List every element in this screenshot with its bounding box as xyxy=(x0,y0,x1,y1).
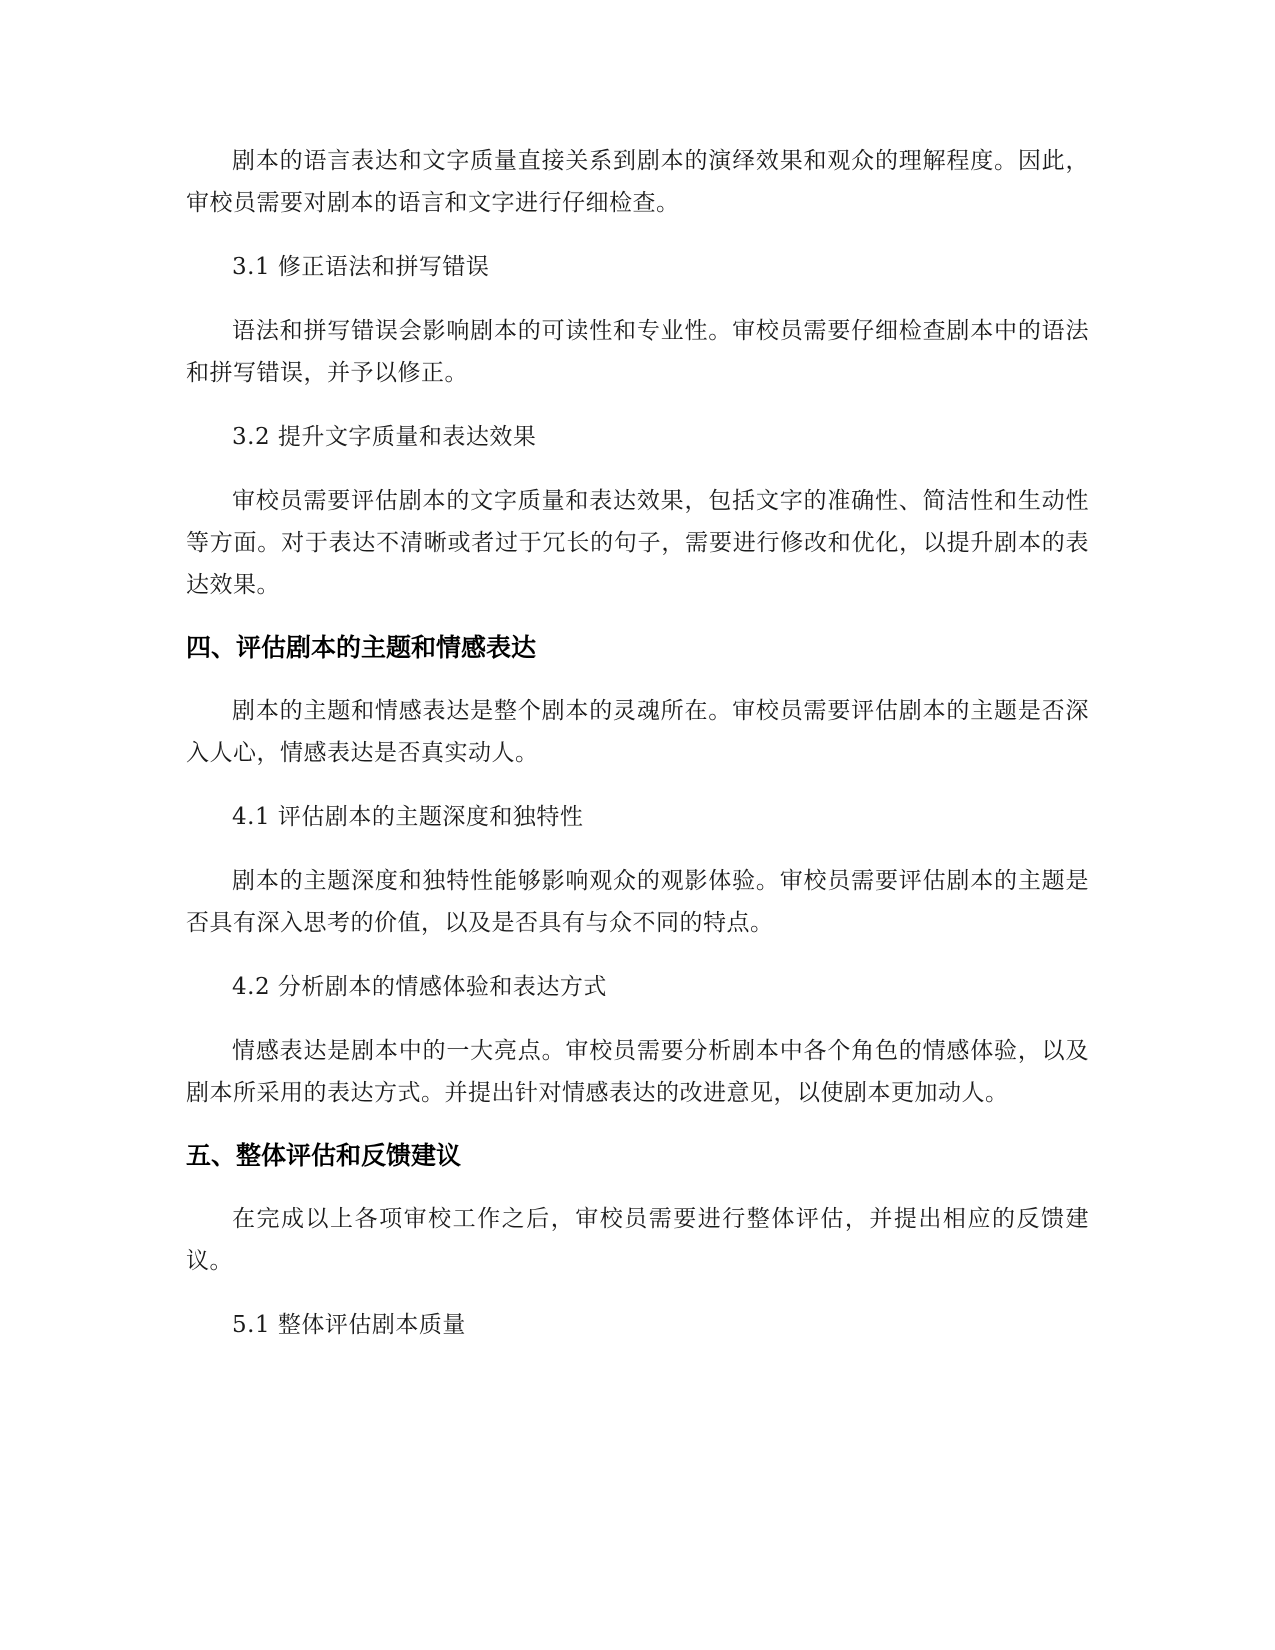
subsection-4-2-title: 4.2 分析剧本的情感体验和表达方式 xyxy=(232,974,607,1000)
section-5-intro-paragraph: 在完成以上各项审校工作之后，审校员需要进行整体评估，并提出相应的反馈建议。 xyxy=(186,1206,1089,1274)
intro-paragraph-section-3: 剧本的语言表达和文字质量直接关系到剧本的演绎效果和观众的理解程度。因此，审校员需要对剧本的语言和文字进行仔细检查。 xyxy=(186,148,1089,216)
subsection-5-1-title: 5.1 整体评估剧本质量 xyxy=(232,1312,466,1338)
subsection-3-1-paragraph: 语法和拼写错误会影响剧本的可读性和专业性。审校员需要仔细检查剧本中的语法和拼写错误，并予以修正。 xyxy=(186,318,1089,386)
section-5-heading: 五、整体评估和反馈建议 xyxy=(186,1141,462,1170)
section-4-intro-paragraph: 剧本的主题和情感表达是整个剧本的灵魂所在。审校员需要评估剧本的主题是否深入人心，情感表达是否真实动人。 xyxy=(186,698,1089,766)
subsection-3-2-title: 3.2 提升文字质量和表达效果 xyxy=(232,424,537,450)
section-4-heading: 四、评估剧本的主题和情感表达 xyxy=(186,633,537,662)
subsection-4-2-paragraph: 情感表达是剧本中的一大亮点。审校员需要分析剧本中各个角色的情感体验，以及剧本所采用的表达方式。并提出针对情感表达的改进意见，以使剧本更加动人。 xyxy=(186,1038,1089,1106)
subsection-3-1-title: 3.1 修正语法和拼写错误 xyxy=(232,254,490,280)
subsection-4-1-title: 4.1 评估剧本的主题深度和独特性 xyxy=(232,804,584,830)
subsection-4-1-paragraph: 剧本的主题深度和独特性能够影响观众的观影体验。审校员需要评估剧本的主题是否具有深入思考的价值，以及是否具有与众不同的特点。 xyxy=(186,868,1089,936)
subsection-3-2-paragraph: 审校员需要评估剧本的文字质量和表达效果，包括文字的准确性、简洁性和生动性等方面。对于表达不清晰或者过于冗长的句子，需要进行修改和优化，以提升剧本的表达效果。 xyxy=(186,488,1089,598)
document-body xyxy=(186,140,1089,1368)
